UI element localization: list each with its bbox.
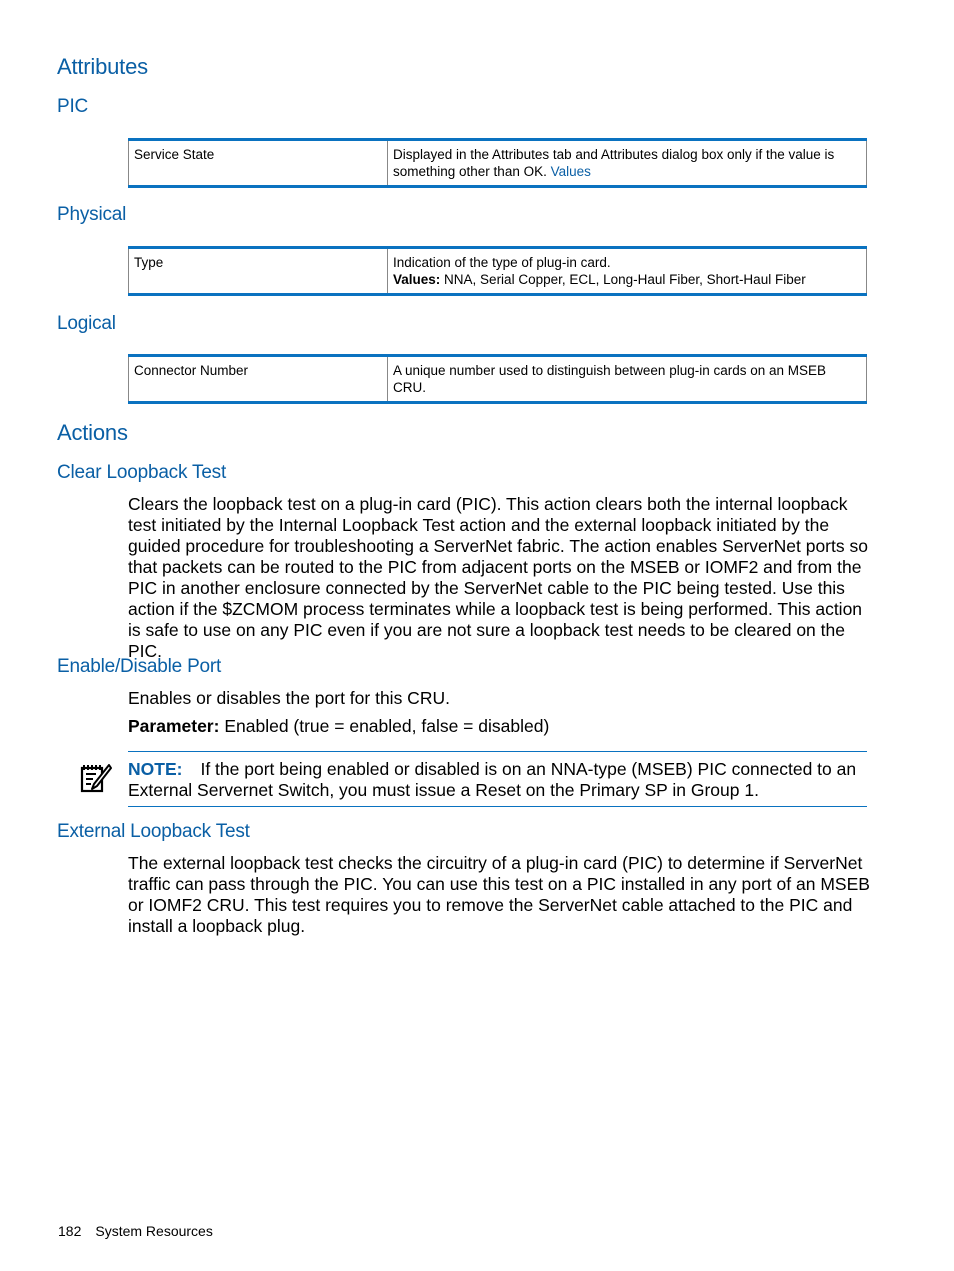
- physical-heading: Physical: [57, 204, 127, 225]
- note-box: [128, 751, 867, 807]
- attribute-name: Connector Number: [129, 356, 388, 403]
- note-text: If the port being enabled or disabled is on an NNA-type (MSEB) PIC connected to an External Servernet Switch, you must issue a Reset on the Primary SP in Group 1.: [128, 759, 857, 800]
- note-label: NOTE:: [128, 759, 183, 779]
- external-loopback-paragraph: The external loopback test checks the circuitry of a plug-in card (PIC) to determine if ServerNet traffic can pass through the PIC. You can use this test on a PIC installed in any port of an MSEB or IOMF2 CRU. This test requires you to remove the ServerNet cable attached to the PIC and install a loopback plug.: [128, 853, 870, 936]
- physical-attributes-table: [128, 246, 867, 296]
- attribute-description: [388, 140, 867, 187]
- attribute-description: [388, 248, 867, 295]
- pic-attributes-table: [128, 138, 867, 188]
- table-row: [129, 248, 867, 295]
- note-pad-icon: [78, 761, 112, 795]
- values-link[interactable]: Values: [550, 164, 591, 179]
- external-loopback-heading: External Loopback Test: [57, 821, 250, 842]
- logical-heading: Logical: [57, 313, 116, 334]
- attribute-description: A unique number used to distinguish between plug-in cards on an MSEB CRU.: [388, 356, 867, 403]
- table-row: [129, 140, 867, 187]
- attribute-description-text: Displayed in the Attributes tab and Attributes dialog box only if the value is something other than OK.: [393, 147, 835, 179]
- page-footer: [58, 1223, 227, 1239]
- attribute-name: Service State: [129, 140, 388, 187]
- pic-heading: PIC: [57, 96, 89, 117]
- attribute-description-text: Indication of the type of plug-in card.: [393, 255, 611, 270]
- attribute-values: [393, 271, 861, 288]
- table-row: [129, 356, 867, 403]
- clear-loopback-heading: Clear Loopback Test: [57, 462, 227, 483]
- logical-attributes-table: [128, 354, 867, 404]
- chapter-title: System Resources: [95, 1223, 213, 1239]
- parameter-line: [128, 716, 870, 737]
- parameter-label: Parameter:: [128, 716, 220, 736]
- attribute-name: Type: [129, 248, 388, 295]
- values-text: NNA, Serial Copper, ECL, Long-Haul Fiber, Short-Haul Fiber: [444, 272, 806, 287]
- page-number: 182: [58, 1223, 82, 1239]
- note-text-block: [128, 759, 867, 801]
- attributes-heading: Attributes: [57, 54, 148, 79]
- parameter-text: Enabled (true = enabled, false = disabled): [224, 716, 550, 736]
- actions-heading: Actions: [57, 420, 128, 445]
- values-label: Values:: [393, 272, 441, 287]
- clear-loopback-paragraph: Clears the loopback test on a plug-in card (PIC). This action clears both the internal loopback test initiated by the Internal Loopback Test action and the external loopback initiated by the guided procedure for troubleshooting a ServerNet fabric. The action enables ServerNet ports so that packets can be routed to the PIC from adjacent ports on the MSEB or IOMF2 and from the PIC in another enclosure connected by the ServerNet cable to the PIC being tested. Use this action if the $ZCMOM process terminates while a loopback test is being performed. This action is safe to use on any PIC even if you are not sure a loopback test needs to be cleared on the PIC.: [128, 494, 868, 661]
- enable-disable-heading: Enable/Disable Port: [57, 656, 222, 677]
- enable-disable-paragraph: Enables or disables the port for this CRU.: [128, 688, 450, 708]
